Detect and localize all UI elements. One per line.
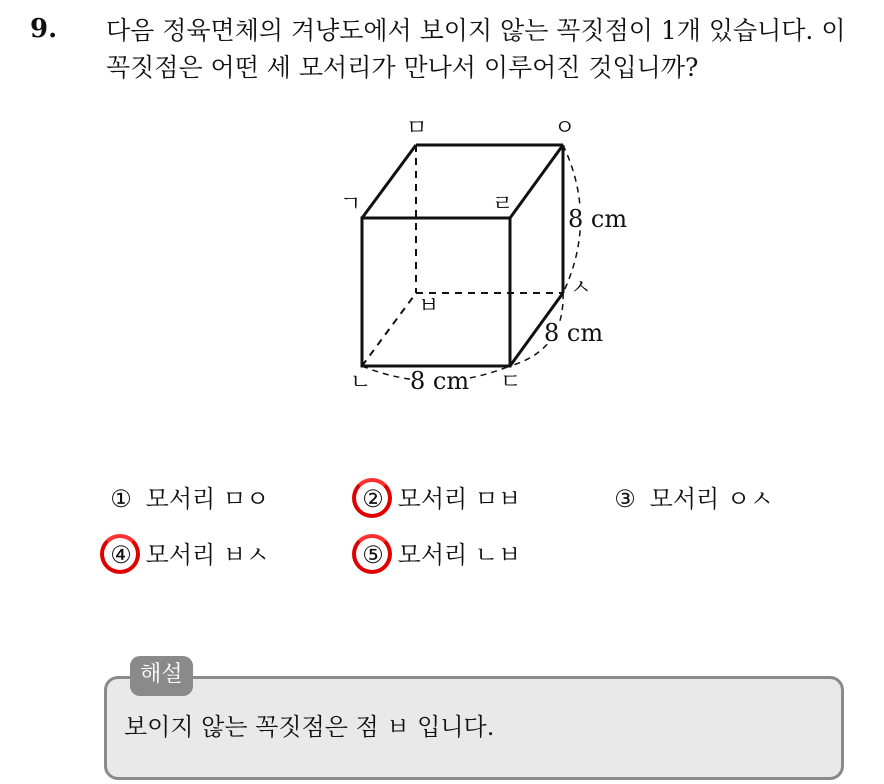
cube-figure <box>320 110 640 410</box>
choice-1[interactable] <box>104 484 269 514</box>
choice-3[interactable] <box>608 484 773 514</box>
choice-3-text: 모서리 ㅇㅅ <box>649 485 774 513</box>
choice-5-numeral: ⑤ <box>362 541 384 569</box>
choice-2-number <box>356 484 390 514</box>
choice-5-number <box>356 540 390 570</box>
choice-2-text: 모서리 ㅁㅂ <box>397 485 522 513</box>
vertex-label-o: ㅇ <box>554 116 576 141</box>
choice-5-text: 모서리 ㄴㅂ <box>397 541 522 569</box>
vertex-label-b: ㅂ <box>418 294 440 319</box>
edge-r-o <box>510 145 563 218</box>
choice-2-numeral: ② <box>362 485 384 513</box>
choice-5[interactable] <box>356 540 521 570</box>
choice-1-text: 모서리 ㅁㅇ <box>145 485 270 513</box>
solution-tab: 해설 <box>130 656 193 696</box>
choice-3-number: ③ <box>614 485 636 513</box>
question-number: 9. <box>30 14 58 44</box>
cube-drawing <box>320 110 640 410</box>
height-dimension-label: 8 cm <box>568 205 628 233</box>
choice-4-text: 모서리 ㅂㅅ <box>145 541 270 569</box>
choice-4-number <box>104 540 138 570</box>
choice-2[interactable] <box>356 484 521 514</box>
question-text <box>106 12 876 86</box>
vertex-label-s: ㅅ <box>570 276 592 301</box>
red-circle-mark <box>100 534 140 574</box>
vertex-label-n: ㄴ <box>350 370 372 395</box>
vertex-label-g: ㄱ <box>340 192 362 217</box>
choice-4-numeral: ④ <box>110 541 132 569</box>
hidden-edge-n-b <box>362 293 416 366</box>
depth-dimension-label: 8 cm <box>544 319 604 347</box>
choice-1-number: ① <box>110 485 132 513</box>
choice-4[interactable] <box>104 540 269 570</box>
edge-g-m <box>362 145 416 218</box>
vertex-label-r: ㄹ <box>492 192 514 217</box>
red-circle-mark <box>352 478 392 518</box>
vertex-label-d: ㄷ <box>500 370 522 395</box>
red-circle-mark <box>352 534 392 574</box>
width-dimension-label: 8 cm <box>410 367 470 395</box>
solution-text: 보이지 않는 꼭짓점은 점 ㅂ 입니다. <box>124 713 495 741</box>
question-line-2: 꼭짓점은 어떤 세 모서리가 만나서 이루어진 것입니까? <box>106 53 699 82</box>
vertex-label-m: ㅁ <box>406 116 428 141</box>
question-line-1: 다음 정육면체의 겨냥도에서 보이지 않는 꼭짓점이 1개 있습니다. 이 <box>106 16 846 45</box>
